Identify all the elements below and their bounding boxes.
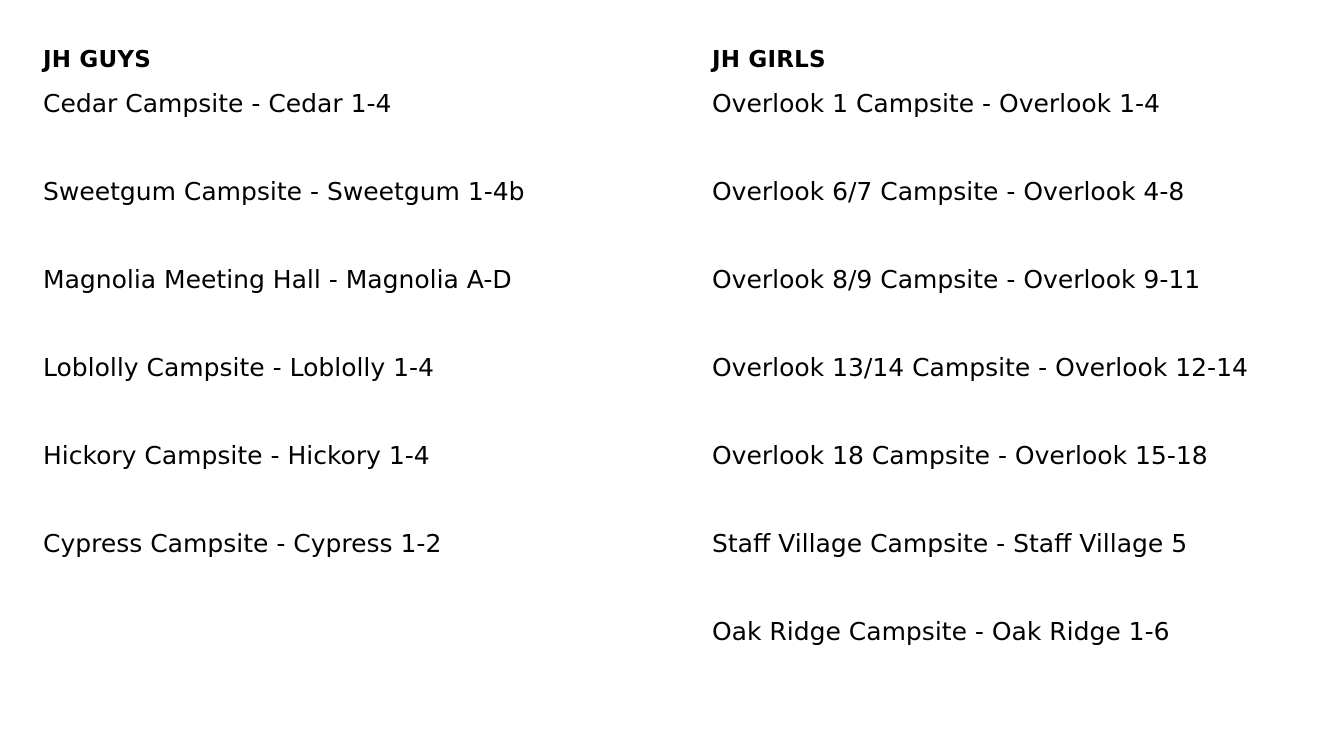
list-item: Cypress Campsite - Cypress 1-2 (43, 529, 442, 558)
list-item: Overlook 8/9 Campsite - Overlook 9-11 (712, 265, 1201, 294)
list-item: Overlook 18 Campsite - Overlook 15-18 (712, 441, 1208, 470)
list-item: Staff Village Campsite - Staff Village 5 (712, 529, 1188, 558)
list-item: Hickory Campsite - Hickory 1-4 (43, 441, 430, 470)
list-item: Overlook 1 Campsite - Overlook 1-4 (712, 89, 1160, 118)
jh-girls-list (712, 88, 1248, 648)
jh-guys-column (43, 44, 525, 560)
jh-girls-column (712, 44, 1248, 648)
list-item: Overlook 13/14 Campsite - Overlook 12-14 (712, 353, 1248, 382)
jh-guys-list (43, 88, 525, 560)
list-item: Sweetgum Campsite - Sweetgum 1-4b (43, 177, 525, 206)
list-item: Loblolly Campsite - Loblolly 1-4 (43, 353, 434, 382)
list-item: Cedar Campsite - Cedar 1-4 (43, 89, 392, 118)
jh-guys-heading: JH GUYS (43, 47, 151, 73)
list-item: Overlook 6/7 Campsite - Overlook 4-8 (712, 177, 1185, 206)
list-item: Oak Ridge Campsite - Oak Ridge 1-6 (712, 617, 1170, 646)
list-item: Magnolia Meeting Hall - Magnolia A-D (43, 265, 512, 294)
jh-girls-heading: JH GIRLS (712, 47, 826, 73)
